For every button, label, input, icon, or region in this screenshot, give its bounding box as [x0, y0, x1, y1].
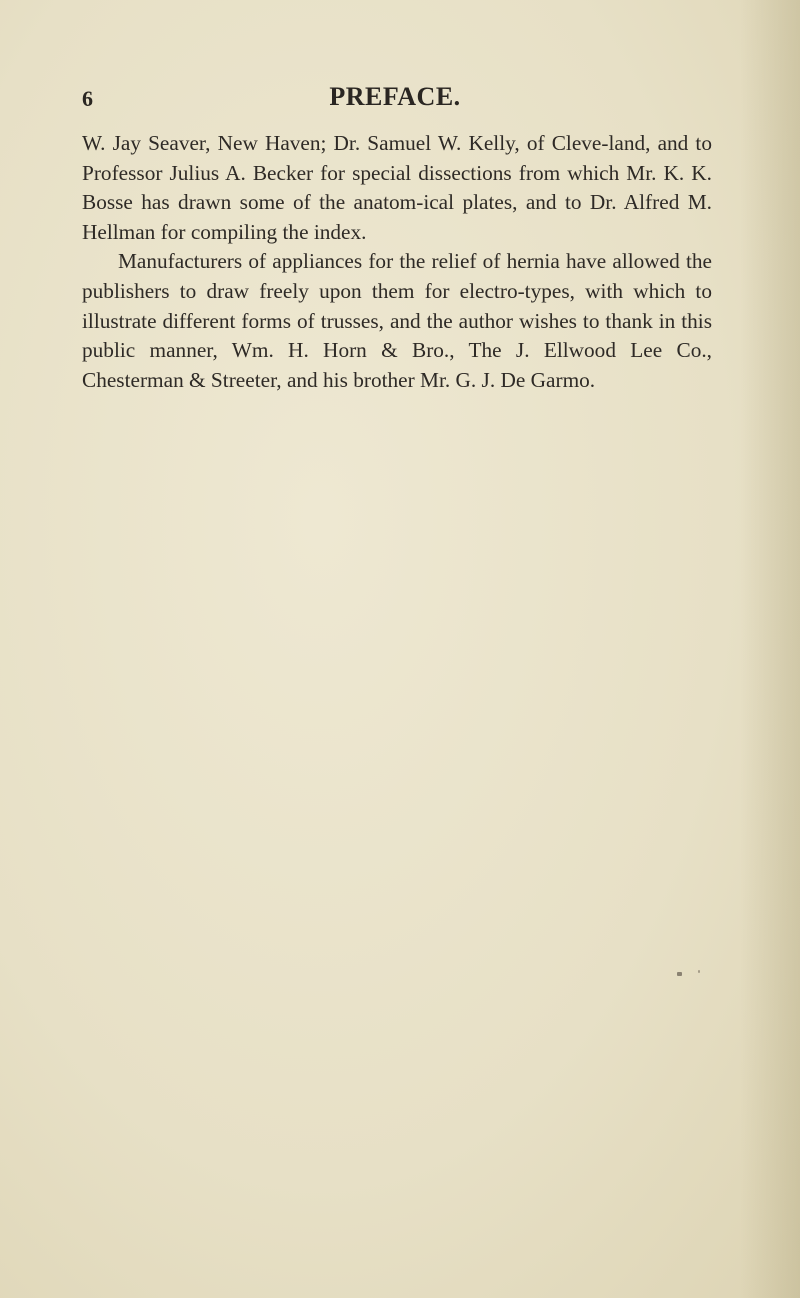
paragraph-acknowledgments: W. Jay Seaver, New Haven; Dr. Samuel W. Kelly, of Cleve-land, and to Professor Julius A. Becker for special dissections from which Mr. K. K. Bosse has drawn some of the anatom-ical plates, and to Dr. Alfred M. Hellman for compiling the index. [82, 131, 712, 244]
preface-body [82, 129, 712, 395]
ink-speck [698, 970, 700, 973]
page-edge-shadow [740, 0, 800, 1298]
page-header [82, 82, 708, 122]
running-head: PREFACE. [329, 82, 461, 111]
ink-speck [677, 972, 682, 976]
paragraph-manufacturers: Manufacturers of appliances for the relief of hernia have allowed the publishers to draw freely upon them for electro-types, with which to illustrate different forms of trusses, and the author wishes to thank in this public manner, Wm. H. Horn & Bro., The J. Ellwood Lee Co., Chesterman & Streeter, and his brother Mr. G. J. De Garmo. [82, 249, 712, 392]
page-number: 6 [82, 86, 93, 111]
